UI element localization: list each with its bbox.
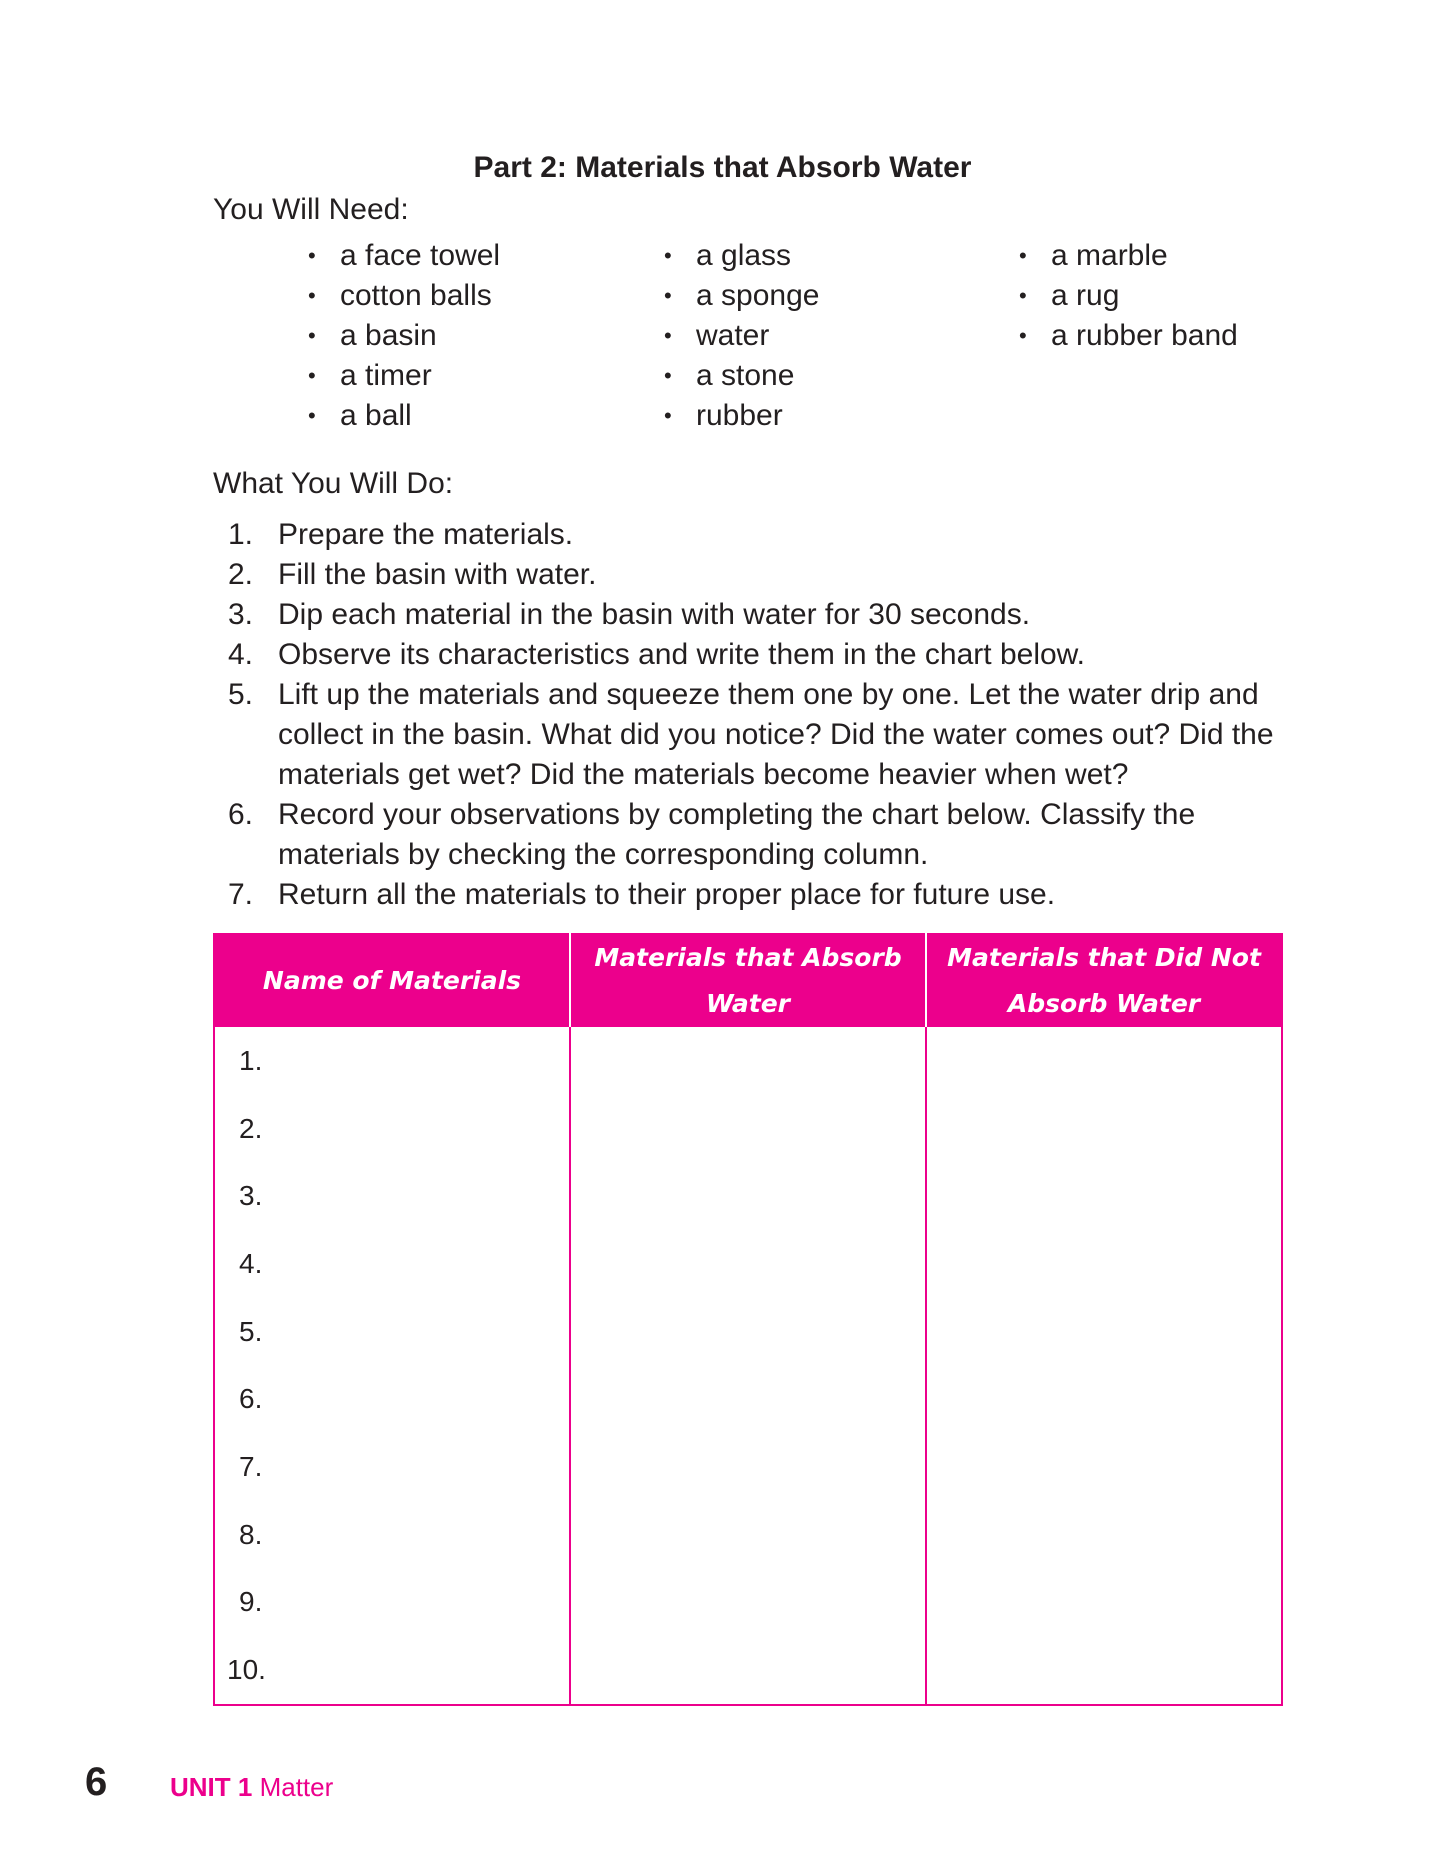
table-row bbox=[214, 1501, 1282, 1569]
not-absorb-check-cell[interactable] bbox=[926, 1501, 1282, 1569]
observation-chart bbox=[213, 933, 1283, 1706]
bullet-icon: • bbox=[1019, 243, 1027, 268]
bullet-icon: • bbox=[1019, 283, 1027, 308]
not-absorb-check-cell[interactable] bbox=[926, 1433, 1282, 1501]
table-row bbox=[214, 1365, 1282, 1433]
material-name-cell[interactable]: 8. bbox=[214, 1501, 570, 1569]
list-item: • a stone bbox=[664, 356, 819, 396]
absorb-check-cell[interactable] bbox=[570, 1501, 926, 1569]
step-item: 7. Return all the materials to their proper place for future use. bbox=[228, 878, 1056, 911]
needs-list-column-2 bbox=[664, 236, 819, 436]
list-item: • a rug bbox=[1019, 276, 1238, 316]
list-item: • a glass bbox=[664, 236, 819, 276]
bullet-icon: • bbox=[664, 403, 672, 428]
header-name-of-materials: Name of Materials bbox=[214, 934, 570, 1027]
material-name-cell[interactable]: 6. bbox=[214, 1365, 570, 1433]
page-number: 6 bbox=[85, 1760, 108, 1804]
step-item: 6. Record your observations by completing the chart below. Classify the materials by checking the corresponding column. bbox=[228, 798, 1196, 871]
table-row bbox=[214, 1636, 1282, 1705]
table-row bbox=[214, 1095, 1282, 1163]
needs-list-column-3 bbox=[1019, 236, 1238, 356]
step-item: 3. Dip each material in the basin with water for 30 seconds. bbox=[228, 598, 1031, 631]
needs-list-column-1 bbox=[308, 236, 500, 436]
table-row bbox=[214, 1230, 1282, 1298]
bullet-icon: • bbox=[308, 243, 316, 268]
absorb-check-cell[interactable] bbox=[570, 1298, 926, 1366]
absorb-check-cell[interactable] bbox=[570, 1433, 926, 1501]
absorb-check-cell[interactable] bbox=[570, 1095, 926, 1163]
table-row bbox=[214, 1298, 1282, 1366]
not-absorb-check-cell[interactable] bbox=[926, 1027, 1282, 1095]
list-item: • a basin bbox=[308, 316, 500, 356]
bullet-icon: • bbox=[664, 243, 672, 268]
header-did-not-absorb-water: Materials that Did Not Absorb Water bbox=[926, 934, 1282, 1027]
absorb-check-cell[interactable] bbox=[570, 1636, 926, 1705]
absorb-check-cell[interactable] bbox=[570, 1569, 926, 1637]
material-name-cell[interactable]: 9. bbox=[214, 1569, 570, 1637]
not-absorb-check-cell[interactable] bbox=[926, 1095, 1282, 1163]
step-item: 5. Lift up the materials and squeeze them one by one. Let the water drip and collect in the basin. What did you notice? Did the water comes out? Did the materials get wet? Did the materials become heavier when wet? bbox=[228, 678, 1274, 791]
list-item: • cotton balls bbox=[308, 276, 500, 316]
not-absorb-check-cell[interactable] bbox=[926, 1162, 1282, 1230]
list-item: • a sponge bbox=[664, 276, 819, 316]
material-name-cell[interactable]: 7. bbox=[214, 1433, 570, 1501]
list-item: • rubber bbox=[664, 396, 819, 436]
header-absorb-water: Materials that Absorb Water bbox=[570, 934, 926, 1027]
bullet-icon: • bbox=[664, 323, 672, 348]
needs-heading: You Will Need: bbox=[213, 193, 409, 226]
procedure-heading: What You Will Do: bbox=[213, 467, 454, 500]
bullet-icon: • bbox=[664, 363, 672, 388]
not-absorb-check-cell[interactable] bbox=[926, 1365, 1282, 1433]
not-absorb-check-cell[interactable] bbox=[926, 1298, 1282, 1366]
list-item: • a marble bbox=[1019, 236, 1238, 276]
procedure-steps bbox=[228, 515, 1298, 915]
absorb-check-cell[interactable] bbox=[570, 1365, 926, 1433]
list-item: • a face towel bbox=[308, 236, 500, 276]
absorb-check-cell[interactable] bbox=[570, 1230, 926, 1298]
material-name-cell[interactable]: 1. bbox=[214, 1027, 570, 1095]
unit-name: Matter bbox=[259, 1772, 334, 1802]
bullet-icon: • bbox=[308, 363, 316, 388]
bullet-icon: • bbox=[308, 323, 316, 348]
bullet-icon: • bbox=[308, 403, 316, 428]
absorb-check-cell[interactable] bbox=[570, 1162, 926, 1230]
table-row bbox=[214, 1569, 1282, 1637]
material-name-cell[interactable]: 4. bbox=[214, 1230, 570, 1298]
absorb-check-cell[interactable] bbox=[570, 1027, 926, 1095]
bullet-icon: • bbox=[308, 283, 316, 308]
bullet-icon: • bbox=[1019, 323, 1027, 348]
material-name-cell[interactable]: 3. bbox=[214, 1162, 570, 1230]
step-item: 4. Observe its characteristics and write them in the chart below. bbox=[228, 638, 1086, 671]
unit-label: UNIT 1 bbox=[170, 1772, 253, 1802]
material-name-cell[interactable]: 10. bbox=[214, 1636, 570, 1705]
step-item: 1. Prepare the materials. bbox=[228, 518, 574, 551]
not-absorb-check-cell[interactable] bbox=[926, 1636, 1282, 1705]
not-absorb-check-cell[interactable] bbox=[926, 1230, 1282, 1298]
material-name-cell[interactable]: 2. bbox=[214, 1095, 570, 1163]
list-item: • a rubber band bbox=[1019, 316, 1238, 356]
material-name-cell[interactable]: 5. bbox=[214, 1298, 570, 1366]
unit-footer bbox=[170, 1772, 333, 1803]
chart-header-row bbox=[214, 934, 1282, 1027]
list-item: • water bbox=[664, 316, 819, 356]
page-title: Part 2: Materials that Absorb Water bbox=[473, 151, 972, 184]
table-row bbox=[214, 1027, 1282, 1095]
table-row bbox=[214, 1162, 1282, 1230]
list-item: • a ball bbox=[308, 396, 500, 436]
table-row bbox=[214, 1433, 1282, 1501]
step-item: 2. Fill the basin with water. bbox=[228, 558, 597, 591]
not-absorb-check-cell[interactable] bbox=[926, 1569, 1282, 1637]
list-item: • a timer bbox=[308, 356, 500, 396]
bullet-icon: • bbox=[664, 283, 672, 308]
